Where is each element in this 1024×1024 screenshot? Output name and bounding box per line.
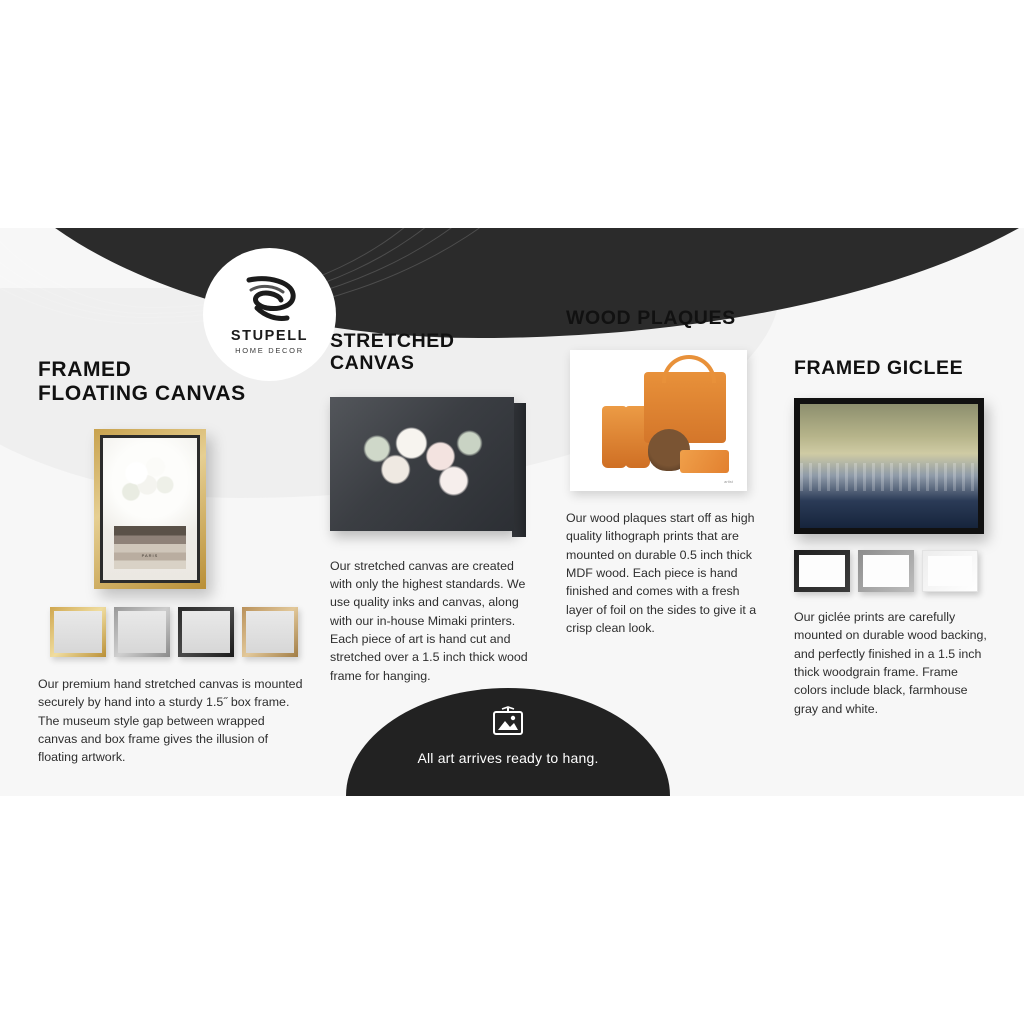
framed-picture-icon <box>488 706 528 740</box>
frame-chip-white <box>922 550 978 592</box>
artwork-book-label: PARIS <box>141 553 159 559</box>
floating-canvas-artwork <box>94 429 206 589</box>
frame-swatch-row <box>50 607 306 657</box>
column-stretched-canvas <box>330 331 535 685</box>
frame-swatch-gold <box>50 607 106 657</box>
column-title-line1: STRETCHED <box>330 330 455 352</box>
column-title <box>794 358 994 380</box>
column-title-line2: FLOATING CANVAS <box>38 381 246 405</box>
brand-tagline: HOME DECOR <box>235 346 304 355</box>
column-title <box>330 331 535 375</box>
column-title-line1: FRAMED <box>38 358 132 381</box>
column-title-line1: WOOD PLAQUES <box>566 307 736 329</box>
frame-chip-gray <box>858 550 914 592</box>
brand-logo-badge <box>203 248 336 381</box>
banner-text: All art arrives ready to hang. <box>417 750 599 766</box>
stupell-swan-icon <box>239 274 301 326</box>
column-description: Our giclée prints are carefully mounted on durable wood backing, and perfectly finished in a 1.5 inch thick woodgrain frame. Frame colors include black, farmhouse gray and white. <box>794 609 987 716</box>
giclee-frame-color-row <box>794 550 994 592</box>
column-title <box>566 308 766 330</box>
product-infographic <box>0 228 1024 796</box>
frame-swatch-black <box>178 607 234 657</box>
column-wood-plaques <box>566 308 766 637</box>
column-title-line1: FRAMED GICLEE <box>794 357 964 379</box>
brand-name: STUPELL <box>230 328 309 344</box>
column-title-line2: CANVAS <box>330 351 415 374</box>
frame-swatch-gray <box>114 607 170 657</box>
framed-giclee-artwork <box>794 398 984 534</box>
dark-wave-decoration <box>0 228 1024 348</box>
wood-plaque-artwork: artist <box>570 350 747 491</box>
column-framed-floating-canvas <box>38 358 306 767</box>
column-description: Our wood plaques start off as high quality lithograph prints that are mounted on durable 0.5 inch thick MDF wood. Each piece is hand finished and comes with a fresh layer of foil on the sides to give it a crisp clean look. <box>566 510 757 635</box>
column-description: Our premium hand stretched canvas is mounted securely by hand into a sturdy 1.5˝ box frame. The museum style gap between wrapped canvas and box frame gives the illusion of floating artwork. <box>38 677 303 765</box>
column-description: Our stretched canvas are created with only the highest standards. We use quality inks and canvas, along with our in-house Mimaki printers. Each piece of art is hand cut and stretched over a 1.5 inch thick wood frame for hanging. <box>330 558 528 683</box>
column-framed-giclee <box>794 358 994 718</box>
ready-to-hang-banner <box>346 688 670 796</box>
frame-swatch-tan <box>242 607 298 657</box>
frame-chip-black <box>794 550 850 592</box>
stretched-canvas-artwork <box>330 397 526 537</box>
